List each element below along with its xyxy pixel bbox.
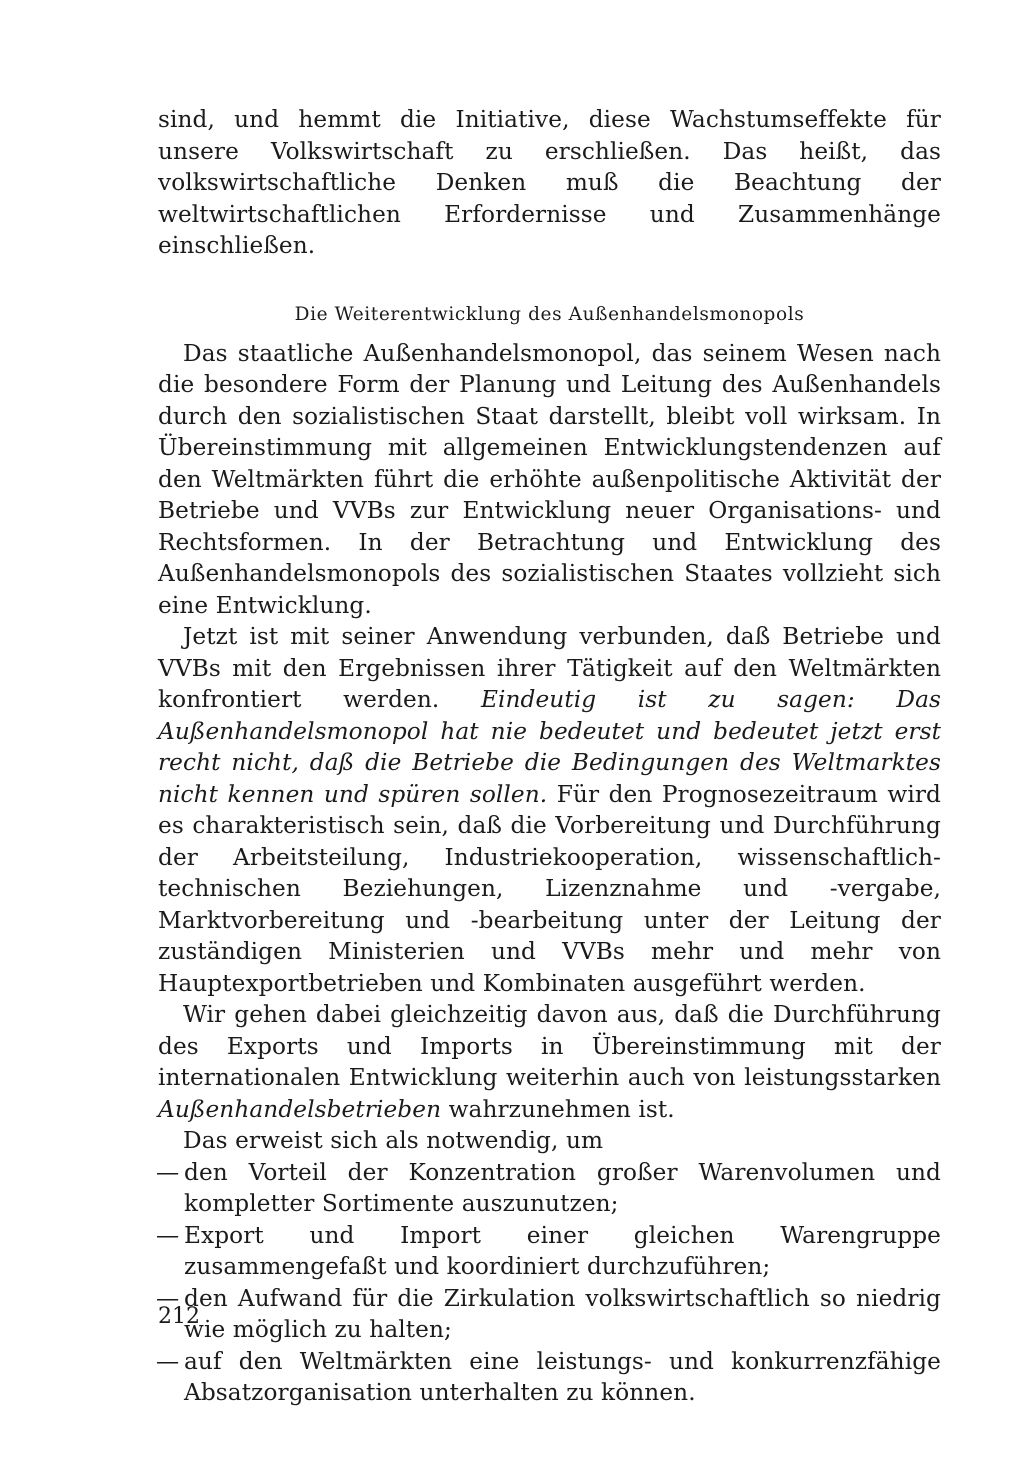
- paragraph-application-end: Für den Prognosezeitraum wird es charakteristisch sein, daß die Vorbereitung und Durchführung der Arbeitsteilung, Industriekooperation, wissenschaftlich-technischen Beziehungen, Lizenznahme und -vergabe, Marktvorbereitung und -bearbeitung unter der Leitung der zuständigen Ministerien und VVBs mehr und mehr von Hauptexportbetrieben und Kombinaten ausgeführt werden.: [158, 780, 941, 997]
- dash-marker: —: [156, 1347, 180, 1375]
- page-body: [158, 104, 941, 1409]
- list-item: [156, 1157, 941, 1220]
- dash-marker: —: [156, 1284, 180, 1312]
- paragraph-export-import: [158, 999, 941, 1125]
- paragraph-monopoly: Das staatliche Außenhandelsmonopol, das seinem Wesen nach die besondere Form der Planung und Leitung des Außenhandels durch den sozialistischen Staat darstellt, bleibt voll wirksam. In Übereinstimmung mit allgemeinen Entwicklungstendenzen auf den Weltmärkten führt die erhöhte außenpolitische Aktivität der Betriebe und VVBs zur Entwicklung neuer Organisations- und Rechtsformen. In der Betrachtung und Entwicklung des Außenhandelsmonopols des sozialistischen Staates vollzieht sich eine Entwicklung.: [158, 339, 941, 619]
- reasons-list: [158, 1157, 941, 1409]
- list-item: [156, 1220, 941, 1283]
- section-heading: Die Weiterentwicklung des Außenhandelsmonopols: [294, 303, 805, 325]
- list-item-text: den Aufwand für die Zirkulation volkswirtschaftlich so niedrig wie möglich zu halten;: [184, 1284, 941, 1343]
- paragraph-intro: sind, und hemmt die Initiative, diese Wachstumseffekte für unsere Volkswirtschaft zu erschließen. Das heißt, das volkswirtschaftliche Denken muß die Beachtung der weltwirtschaftlichen Erfordernisse und Zusammenhänge einschließen.: [158, 106, 941, 259]
- paragraph-application-start: Jetzt ist mit seiner Anwendung verbunden, daß Betriebe und VVBs mit den Ergebnissen ihrer Tätigkeit auf den Weltmärkten konfrontiert werden.: [158, 623, 941, 713]
- list-item-text: Export und Import einer gleichen Warengruppe zusammengefaßt und koordiniert durchzuführen;: [184, 1221, 941, 1280]
- list-item: [156, 1346, 941, 1409]
- list-item: [156, 1283, 941, 1346]
- paragraph-application-emphasis: Eindeutig ist zu sagen: Das Außenhandelsmonopol hat nie bedeutet und bedeutet jetzt erst recht nicht, daß die Betriebe die Bedingungen des Weltmarktes nicht kennen und spüren sollen.: [158, 686, 942, 808]
- list-item-text: den Vorteil der Konzentration großer Warenvolumen und kompletter Sortimente auszunutzen;: [184, 1158, 941, 1217]
- list-item-text: auf den Weltmärkten eine leistungs- und konkurrenzfähige Absatzorganisation unterhalten zu können.: [184, 1347, 941, 1406]
- dash-marker: —: [156, 1221, 180, 1249]
- paragraph-application: [158, 621, 941, 999]
- paragraph-export-import-end: wahrzunehmen ist.: [441, 1095, 675, 1123]
- page-number: 212: [158, 1304, 200, 1329]
- paragraph-necessity: Das erweist sich als notwendig, um: [183, 1127, 604, 1154]
- paragraph-export-import-start: Wir gehen dabei gleichzeitig davon aus, daß die Durchführung des Exports und Imports in Übereinstimmung mit der internationalen Entwicklung weiterhin auch von leistungsstarken: [158, 1001, 941, 1091]
- paragraph-export-import-emphasis: Außenhandelsbetrieben: [158, 1095, 442, 1123]
- dash-marker: —: [156, 1158, 180, 1186]
